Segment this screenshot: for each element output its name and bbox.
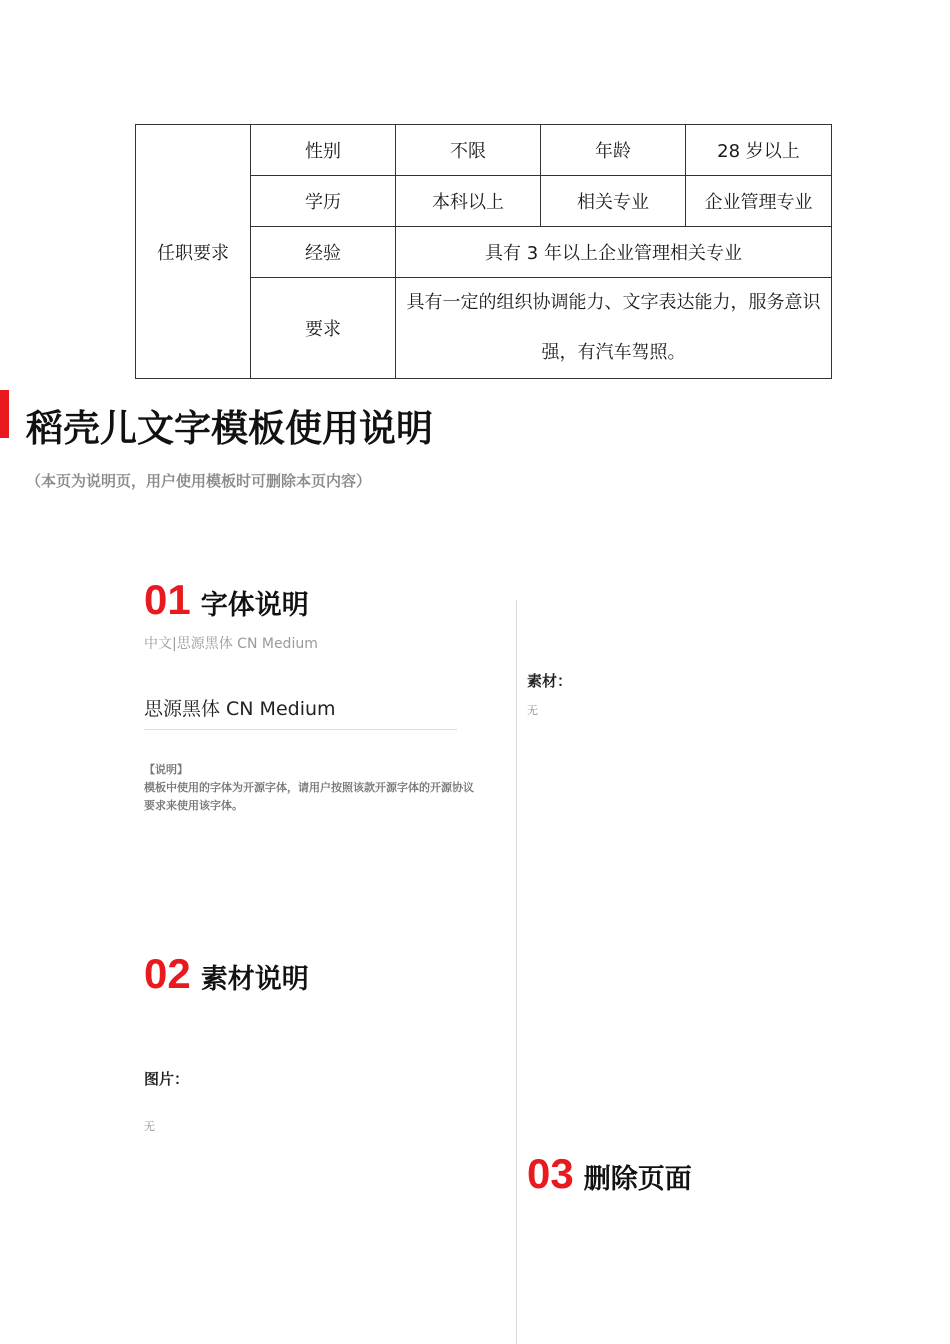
row-label-cell: 性别: [251, 125, 396, 176]
image-label: 图片：: [144, 1070, 190, 1088]
table-cell: 不限: [396, 125, 541, 176]
divider: [144, 729, 457, 730]
font-caption: 中文|思源黑体 CN Medium: [144, 636, 318, 652]
section-heading-delete: [527, 1150, 692, 1198]
section-title: 删除页面: [583, 1164, 692, 1195]
accent-bar: [0, 390, 9, 438]
row-label-cell: 学历: [251, 176, 396, 227]
material-label: 素材：: [527, 672, 573, 690]
section-number: 02: [144, 950, 191, 997]
table-cell: 年龄: [541, 125, 686, 176]
group-label-cell: 任职要求: [136, 125, 251, 379]
column-divider: [516, 600, 517, 1344]
section-number: 03: [527, 1150, 574, 1197]
page-title: 稻壳儿文字模板使用说明: [26, 407, 433, 450]
page-subtitle: （本页为说明页，用户使用模板时可删除本页内容）: [26, 472, 372, 490]
table-cell: 企业管理专业: [686, 176, 832, 227]
table-cell: 具有一定的组织协调能力、文字表达能力，服务意识强，有汽车驾照。: [396, 278, 832, 379]
row-label-cell: 要求: [251, 278, 396, 379]
font-note: [144, 761, 474, 815]
material-value: 无: [527, 704, 538, 717]
table-cell: 具有 3 年以上企业管理相关专业: [396, 227, 832, 278]
font-name: 思源黑体 CN Medium: [144, 698, 336, 720]
section-number: 01: [144, 576, 191, 623]
section-title: 字体说明: [200, 590, 309, 621]
table-cell: 本科以上: [396, 176, 541, 227]
note-label: 【说明】: [144, 763, 188, 776]
table-cell: 相关专业: [541, 176, 686, 227]
section-heading-font: [144, 576, 309, 624]
section-title: 素材说明: [200, 964, 309, 995]
row-label-cell: 经验: [251, 227, 396, 278]
note-text: 模板中使用的字体为开源字体，请用户按照该款开源字体的开源协议要求来使用该字体。: [144, 781, 474, 812]
section-heading-material: [144, 950, 309, 998]
image-value: 无: [144, 1120, 155, 1133]
table-cell: 28 岁以上: [686, 125, 832, 176]
requirements-table: [135, 124, 832, 379]
table-row: [136, 125, 832, 176]
